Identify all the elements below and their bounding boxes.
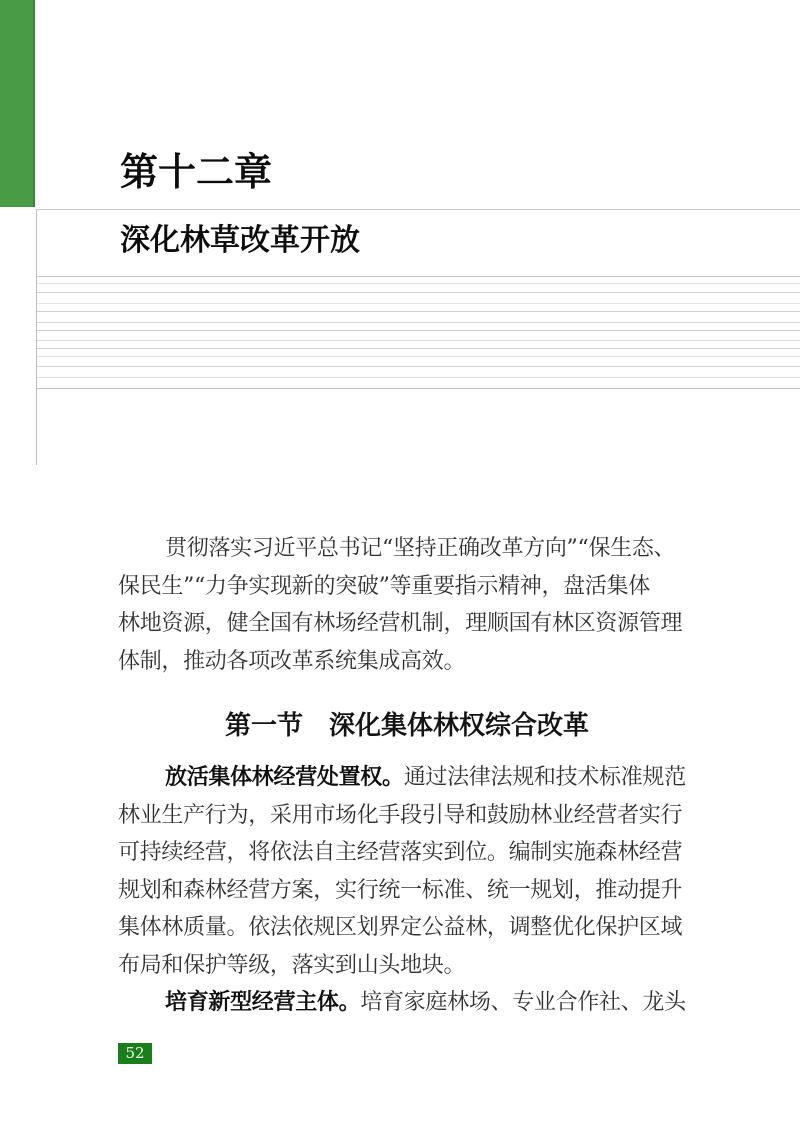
paragraph-2 <box>118 759 696 984</box>
paragraph-line: 贯彻落实习近平总书记“坚持正确改革方向”“保生态、 <box>165 536 676 561</box>
section-heading: 第一节 深化集体林权综合改革 <box>224 711 589 741</box>
ruled-line <box>37 366 800 367</box>
paragraph-line: 可持续经营，将依法自主经营落实到位。编制实施森林经营 <box>118 840 683 865</box>
ruled-line <box>37 377 800 378</box>
paragraph-line: 集体林质量。依法依规区划界定公益林，调整优化保护区域 <box>118 915 683 940</box>
ruled-line <box>37 356 800 357</box>
decorative-ruled-lines <box>37 276 800 390</box>
line-text: 培育家庭林场、专业合作社、龙头 <box>360 990 686 1015</box>
ruled-line <box>37 348 800 349</box>
ruled-line <box>37 283 800 284</box>
line-text: 通过法律法规和技术标准规范 <box>403 765 686 790</box>
ruled-line <box>37 276 800 277</box>
paragraph-line: 体制，推动各项改革系统集成高效。 <box>118 648 466 674</box>
chapter-number: 第十二章 <box>120 149 273 194</box>
chapter-title: 深化林草改革开放 <box>120 223 360 258</box>
page-number-badge: 52 <box>118 1043 152 1064</box>
bold-lead: 放活集体林经营处置权。 <box>165 764 404 790</box>
ruled-line <box>37 388 800 389</box>
paragraph-1 <box>118 530 696 680</box>
paragraph-line: 规划和森林经营方案，实行统一标准、统一规划，推动提升 <box>118 877 683 903</box>
paragraph-line <box>118 759 696 797</box>
chapter-accent-bar <box>0 0 35 207</box>
paragraph-line: 林地资源，健全国有林场经营机制，理顺国有林区资源管理 <box>118 611 683 636</box>
ruled-line <box>37 303 800 304</box>
ruled-line <box>37 311 800 312</box>
bold-lead: 培育新型经营主体。 <box>165 989 361 1015</box>
ruled-line <box>37 322 800 323</box>
ruled-line <box>37 330 800 331</box>
header-rule <box>37 209 800 210</box>
paragraph-line <box>118 984 696 1022</box>
ruled-line <box>37 292 800 293</box>
paragraph-line: 布局和保护等级，落实到山头地块。 <box>118 952 466 978</box>
paragraph-line: 林业生产行为，采用市场化手段引导和鼓励林业经营者实行 <box>118 802 683 828</box>
ruled-line <box>37 340 800 341</box>
paragraph-3 <box>118 984 696 1022</box>
paragraph-line: 保民生”“力争实现新的突破”等重要指示精神，盘活集体 <box>118 573 650 599</box>
